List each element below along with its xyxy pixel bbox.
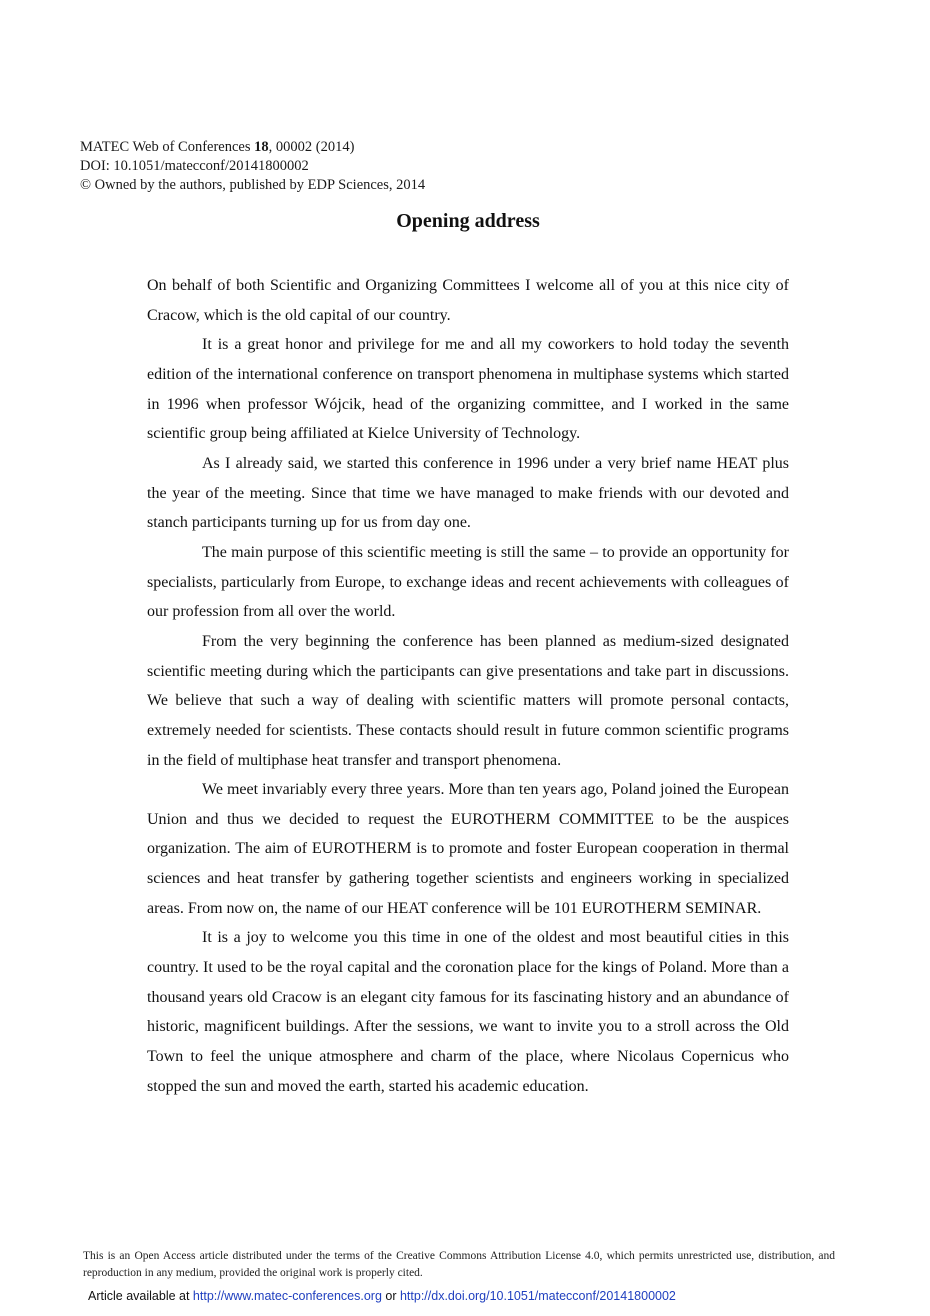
availability-or: or: [381, 1289, 400, 1303]
article-availability: [88, 1288, 676, 1305]
journal-citation-line: [80, 138, 425, 157]
journal-volume: 18: [254, 139, 269, 155]
paragraph-3: As I already said, we started this conference in 1996 under a very brief name HEAT plus the year of the meeting. Since that time we have managed to make friends with our devoted and stanch participants turning up for us from day one.: [147, 454, 789, 532]
availability-prefix: Article available at: [88, 1289, 193, 1303]
doi-link[interactable]: http://dx.doi.org/10.1051/matecconf/20141800002: [399, 1289, 676, 1303]
copyright-line: © Owned by the authors, published by EDP Sciences, 2014: [80, 177, 426, 193]
license-notice: This is an Open Access article distributed under the terms of the Creative Commons Attribution License 4.0, which permits unrestricted use, distribution, and reproduction in any medium, provided the original work is properly cited.: [83, 1250, 835, 1279]
paragraph-7: It is a joy to welcome you this time in one of the oldest and most beautiful cities in this country. It used to be the royal capital and the coronation place for the kings of Poland. More than a thousand years old Cracow is an elegant city famous for its fascinating history and an abundance of historic, magnificent buildings. After the sessions, we want to invite you to a stroll across the Old Town to feel the unique atmosphere and charm of the place, where Nicolaus Copernicus who stopped the sun and moved the earth, started his academic education.: [147, 929, 789, 1095]
article-number: , 00002 (2014): [268, 139, 355, 155]
paragraph-5: From the very beginning the conference has been planned as medium-sized designated scientific meeting during which the participants can give presentations and take part in discussions. We believe that such a way of dealing with scientific matters will promote personal contacts, extremely needed for scientists. These contacts should result in future common scientific programs in the field of multiphase heat transfer and transport phenomena.: [147, 632, 789, 769]
journal-masthead: [80, 138, 425, 195]
paragraph-6: We meet invariably every three years. More than ten years ago, Poland joined the European Union and thus we decided to request the EUROTHERM COMMITTEE to be the auspices organization. The aim of EUROTHERM is to promote and foster European cooperation in thermal sciences and heat transfer by gathering together scientists and engineers working in specialized areas. From now on, the name of our HEAT conference will be 101 EUROTHERM SEMINAR.: [147, 781, 789, 917]
paragraph-4: The main purpose of this scientific meeting is still the same – to provide an opportunity for specialists, particularly from Europe, to exchange ideas and recent achievements with colleagues of our profession from all over the world.: [147, 543, 789, 621]
matec-conferences-link[interactable]: http://www.matec-conferences.org: [192, 1289, 382, 1303]
journal-name: MATEC Web of Conferences: [80, 139, 255, 155]
doi-line: DOI: 10.1051/matecconf/20141800002: [80, 158, 309, 174]
article-title: Opening address: [396, 210, 540, 232]
article-body: [147, 271, 789, 1101]
paragraph-2: It is a great honor and privilege for me and all my coworkers to hold today the seventh edition of the international conference on transport phenomena in multiphase systems which started in 1996 when professor Wójcik, head of the organizing committee, and I worked in the same scientific group being affiliated at Kielce University of Technology.: [147, 336, 789, 443]
paragraph-1: On behalf of both Scientific and Organizing Committees I welcome all of you at this nice city of Cracow, which is the old capital of our country.: [147, 277, 789, 324]
